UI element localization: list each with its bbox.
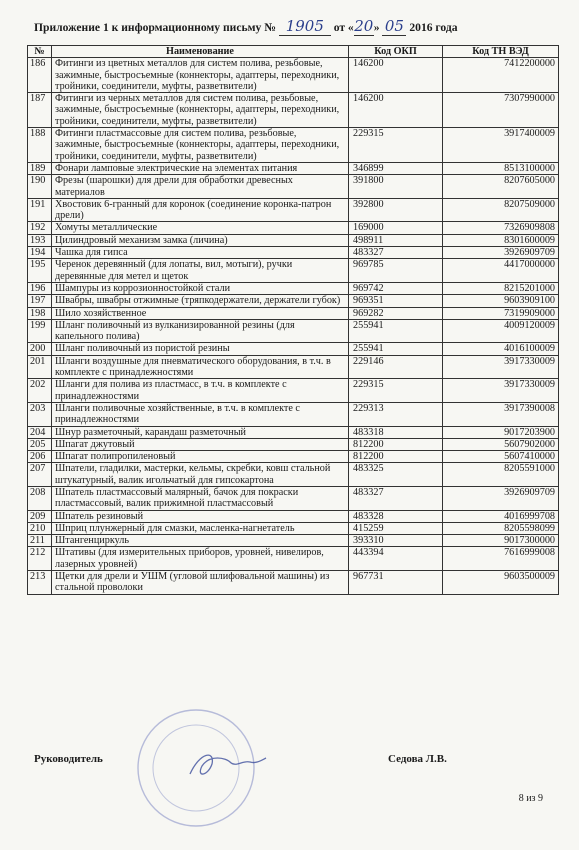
table-row: [28, 198, 559, 222]
row-tnved: 8215201000: [443, 282, 559, 294]
row-tnved: 9017300000: [443, 535, 559, 547]
row-number: 197: [28, 295, 52, 307]
row-tnved: 3917400009: [443, 128, 559, 163]
row-name: Щетки для дрели и УШМ (угловой шлифовальной машины) из стальной проволоки: [52, 571, 349, 595]
row-okp: 812200: [349, 451, 443, 463]
row-number: 212: [28, 547, 52, 571]
row-number: 190: [28, 175, 52, 199]
row-name: Шпатели, гладилки, мастерки, кельмы, скребки, ковш стальной штукатурный, валик игольчатый для гипсокартона: [52, 463, 349, 487]
row-number: 207: [28, 463, 52, 487]
title-from: от «: [333, 21, 354, 34]
table-row: [28, 175, 559, 199]
row-number: 208: [28, 486, 52, 510]
table-row: [28, 58, 559, 93]
row-okp: 146200: [349, 58, 443, 93]
row-tnved: 7326909808: [443, 222, 559, 234]
row-name: Шнур разметочный, карандаш разметочный: [52, 426, 349, 438]
row-okp: 346899: [349, 162, 443, 174]
row-name: Хомуты металлические: [52, 222, 349, 234]
table-row: [28, 259, 559, 283]
row-number: 198: [28, 307, 52, 319]
row-name: Шпагат джутовый: [52, 438, 349, 450]
signature-title: Руководитель: [34, 753, 103, 765]
col-header-name: Наименование: [52, 46, 349, 58]
letter-number: 1905: [279, 17, 331, 36]
row-okp: 229315: [349, 128, 443, 163]
table-row: [28, 282, 559, 294]
row-name: Шланг поливочный из вулканизированной резины (для капельного полива): [52, 319, 349, 343]
row-tnved: 7319909000: [443, 307, 559, 319]
row-name: Шпатель резиновый: [52, 510, 349, 522]
row-okp: 443394: [349, 547, 443, 571]
row-okp: 483327: [349, 247, 443, 259]
row-okp: 483327: [349, 486, 443, 510]
row-number: 200: [28, 343, 52, 355]
table-row: [28, 307, 559, 319]
row-tnved: 3917330009: [443, 379, 559, 403]
row-name: Шампуры из коррозионностойкой стали: [52, 282, 349, 294]
letter-month: 05: [382, 17, 406, 36]
row-name: Штативы (для измерительных приборов, уровней, нивелиров, лазерных уровней): [52, 547, 349, 571]
row-number: 196: [28, 282, 52, 294]
row-okp: 483325: [349, 463, 443, 487]
products-table: [27, 45, 559, 595]
row-name: Шланги воздушные для пневматического оборудования, в т.ч. в комплекте с принадлежностями: [52, 355, 349, 379]
row-tnved: 8207509000: [443, 198, 559, 222]
table-row: [28, 463, 559, 487]
col-header-okp: Код ОКП: [349, 46, 443, 58]
row-name: Шланги для полива из пластмасс, в т.ч. в комплекте с принадлежностями: [52, 379, 349, 403]
row-number: 204: [28, 426, 52, 438]
table-row: [28, 343, 559, 355]
row-number: 209: [28, 510, 52, 522]
row-name: Фонари ламповые электрические на элементах питания: [52, 162, 349, 174]
table-row: [28, 571, 559, 595]
table-row: [28, 128, 559, 163]
table-row: [28, 93, 559, 128]
row-number: 188: [28, 128, 52, 163]
row-name: Шланги поливочные хозяйственные, в т.ч. в комплекте с принадлежностями: [52, 402, 349, 426]
row-tnved: 9603500009: [443, 571, 559, 595]
row-number: 206: [28, 451, 52, 463]
table-body: [28, 58, 559, 594]
table-row: [28, 319, 559, 343]
row-name: Шило хозяйственное: [52, 307, 349, 319]
row-number: 193: [28, 234, 52, 246]
row-number: 187: [28, 93, 52, 128]
row-tnved: 7616999008: [443, 547, 559, 571]
row-tnved: 8301600009: [443, 234, 559, 246]
row-okp: 483328: [349, 510, 443, 522]
row-number: 189: [28, 162, 52, 174]
row-number: 205: [28, 438, 52, 450]
table-row: [28, 162, 559, 174]
col-header-tnved: Код ТН ВЭД: [443, 46, 559, 58]
title-suffix: 2016 года: [409, 21, 458, 34]
row-okp: 146200: [349, 93, 443, 128]
row-name: Шпатель пластмассовый малярный, бачок для покраски пластмассовый, валик прижимной пластмассовый: [52, 486, 349, 510]
row-tnved: 9017203900: [443, 426, 559, 438]
row-tnved: 4016999708: [443, 510, 559, 522]
row-tnved: 8207605000: [443, 175, 559, 199]
row-number: 194: [28, 247, 52, 259]
row-number: 202: [28, 379, 52, 403]
row-name: Шприц плунжерный для смазки, масленка-нагнетатель: [52, 522, 349, 534]
row-number: 195: [28, 259, 52, 283]
row-okp: 393310: [349, 535, 443, 547]
signatory-name: Седова Л.В.: [388, 753, 447, 765]
row-tnved: 3926909709: [443, 486, 559, 510]
table-row: [28, 522, 559, 534]
row-tnved: 4417000000: [443, 259, 559, 283]
row-tnved: 7307990000: [443, 93, 559, 128]
row-name: Шланг поливочный из пористой резины: [52, 343, 349, 355]
row-name: Чашка для гипса: [52, 247, 349, 259]
stamp-seal-icon: [130, 702, 270, 832]
row-okp: 255941: [349, 343, 443, 355]
row-number: 213: [28, 571, 52, 595]
row-okp: 483318: [349, 426, 443, 438]
table-row: [28, 379, 559, 403]
row-okp: 229315: [349, 379, 443, 403]
row-number: 201: [28, 355, 52, 379]
table-row: [28, 438, 559, 450]
title-mid: »: [373, 21, 380, 34]
table-row: [28, 547, 559, 571]
row-okp: 415259: [349, 522, 443, 534]
row-tnved: 4009120009: [443, 319, 559, 343]
row-tnved: 3917330009: [443, 355, 559, 379]
table-row: [28, 355, 559, 379]
row-okp: 969351: [349, 295, 443, 307]
table-row: [28, 402, 559, 426]
row-okp: 967731: [349, 571, 443, 595]
row-okp: 255941: [349, 319, 443, 343]
row-tnved: 3926909709: [443, 247, 559, 259]
table-row: [28, 535, 559, 547]
row-name: Шпагат полипропиленовый: [52, 451, 349, 463]
col-header-number: №: [28, 46, 52, 58]
row-number: 191: [28, 198, 52, 222]
table-row: [28, 295, 559, 307]
row-name: Фрезы (шарошки) для дрели для обработки древесных материалов: [52, 175, 349, 199]
row-name: Черенок деревянный (для лопаты, вил, мотыги), ручки деревянные для метел и щеток: [52, 259, 349, 283]
row-name: Штангенциркуль: [52, 535, 349, 547]
row-okp: 969785: [349, 259, 443, 283]
row-number: 210: [28, 522, 52, 534]
row-tnved: 4016100009: [443, 343, 559, 355]
row-tnved: 5607902000: [443, 438, 559, 450]
table-row: [28, 247, 559, 259]
row-tnved: 8205591000: [443, 463, 559, 487]
row-name: Цилиндровый механизм замка (личина): [52, 234, 349, 246]
row-tnved: 5607410000: [443, 451, 559, 463]
row-name: Фитинги из черных металлов для систем полива, резьбовые, зажимные, быстросъемные (коннекторы, адаптеры, переходники, тройники, соединители, муфты, разветвители): [52, 93, 349, 128]
row-okp: 169000: [349, 222, 443, 234]
row-okp: 392800: [349, 198, 443, 222]
table-row: [28, 426, 559, 438]
row-tnved: 8513100000: [443, 162, 559, 174]
row-okp: 498911: [349, 234, 443, 246]
row-tnved: 9603909100: [443, 295, 559, 307]
table-row: [28, 451, 559, 463]
page-number: 8 из 9: [518, 793, 543, 804]
row-okp: 969282: [349, 307, 443, 319]
table-header-row: [28, 46, 559, 58]
row-name: Швабры, швабры отжимные (тряпкодержатели, держатели губок): [52, 295, 349, 307]
row-number: 203: [28, 402, 52, 426]
row-okp: 229146: [349, 355, 443, 379]
row-name: Хвостовик 6-гранный для коронок (соединение коронка-патрон дрели): [52, 198, 349, 222]
row-okp: 812200: [349, 438, 443, 450]
document-title: [34, 17, 554, 36]
row-okp: 229313: [349, 402, 443, 426]
row-number: 186: [28, 58, 52, 93]
table-row: [28, 222, 559, 234]
row-name: Фитинги из цветных металлов для систем полива, резьбовые, зажимные, быстросъемные (коннекторы, адаптеры, переходники, тройники, соединители, муфты, разветвители): [52, 58, 349, 93]
row-number: 211: [28, 535, 52, 547]
row-okp: 969742: [349, 282, 443, 294]
row-tnved: 8205598099: [443, 522, 559, 534]
row-number: 192: [28, 222, 52, 234]
row-number: 199: [28, 319, 52, 343]
table-row: [28, 510, 559, 522]
table-row: [28, 234, 559, 246]
row-okp: 391800: [349, 175, 443, 199]
table-row: [28, 486, 559, 510]
row-tnved: 7412200000: [443, 58, 559, 93]
row-tnved: 3917390008: [443, 402, 559, 426]
row-name: Фитинги пластмассовые для систем полива, резьбовые, зажимные, быстросъемные (коннекторы, адаптеры, переходники, тройники, соединители, муфты, разветвители): [52, 128, 349, 163]
title-prefix: Приложение 1 к информационному письму №: [34, 21, 276, 34]
letter-day: 20: [354, 17, 374, 35]
